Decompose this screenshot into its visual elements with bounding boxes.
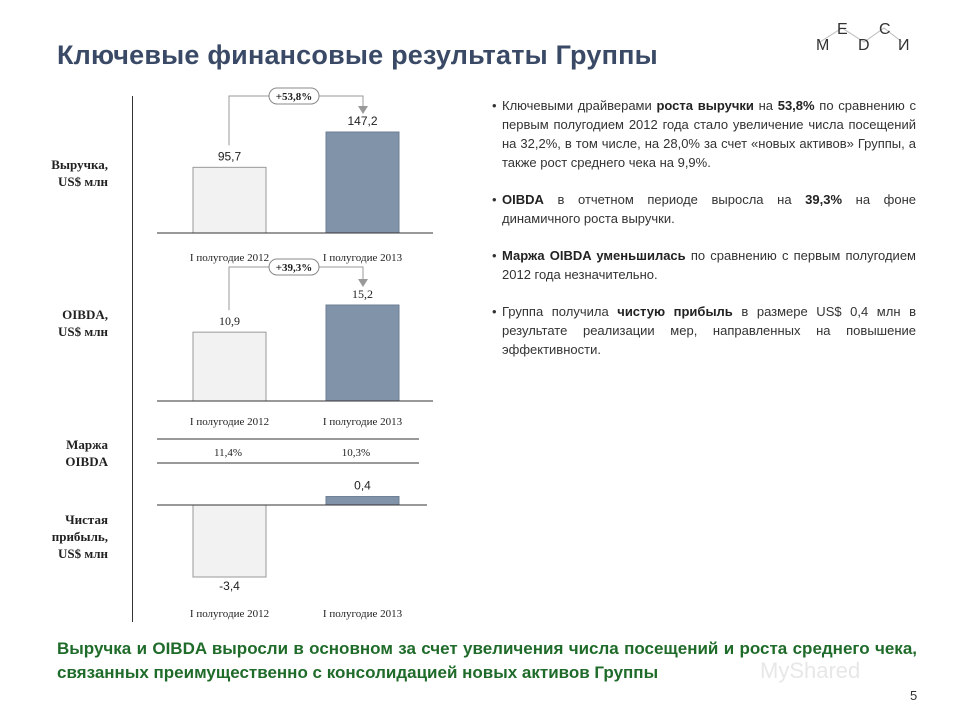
category-label: I полугодие 2013 [322,608,403,620]
margin-value: 11,4% [213,447,243,459]
bar-value-label: 10,9 [219,314,240,329]
bullet-text: на [753,98,778,113]
logo-letter: И [898,37,910,54]
bullet-text: по сравнению с первым полугодием 2012 года стало увеличение числа посещений на 32,2%, в том числе, на 28,0% за счет «новых активов» Группы, а также рост среднего чека на 9,9%. [502,98,916,170]
logo-letter: С [879,21,891,38]
bullet-marker: • [492,248,497,263]
financial-charts [0,0,480,640]
bullet-item [492,96,916,172]
bar [193,167,266,233]
logo-letter: Е [837,21,848,38]
growth-label: +53,8% [275,91,313,103]
bar-value-label: -3,4 [219,579,240,593]
page-number: 5 [910,688,918,703]
bullet-item [492,246,916,284]
growth-label: +39,3% [275,262,313,274]
bullet-item [492,302,916,359]
bullet-text: Группа получила [502,304,618,319]
bullet-marker: • [492,98,497,113]
revenue-row-label: Выручка, US$ млн [51,157,108,189]
bar-value-label: 147,2 [347,114,378,128]
bullet-emphasis: роста выручки [656,98,754,113]
category-label: I полугодие 2013 [322,416,403,428]
bullet-text: на фоне динамичного роста выручки. [502,192,917,226]
bullet-emphasis: 39,3% [805,192,843,207]
logo-letter: D [858,37,870,54]
category-label: I полугодие 2012 [189,252,270,264]
bar [193,332,266,401]
bullet-text: в размере US$ 0,4 млн в результате реализации мер, направленных на повышение эффективности. [502,304,916,357]
bar [326,132,399,233]
page-title: Ключевые финансовые результаты Группы [57,40,658,70]
category-label: I полугодие 2012 [189,608,270,620]
growth-arrowhead [358,279,368,287]
key-points-list [492,96,916,377]
bar-value-label: 15,2 [352,287,373,301]
net-income-row-label: Чистая прибыль, US$ млн [51,512,108,561]
bar [326,497,399,505]
category-label: I полугодие 2013 [322,252,403,264]
bullet-emphasis: Маржа OIBDA уменьшилась [502,248,686,263]
conclusion-text: Выручка и OIBDA выросли в основном за счет увеличения числа посещений и роста среднего чека, связанных преимущественно с консолидацией новых активов Группы [57,639,917,682]
bullet-text: в отчетном периоде выросла на [543,192,806,207]
oibda-row-label: OIBDA, US$ млн [57,307,108,339]
bullet-text: по сравнению с первым полугодием 2012 года незначительно. [502,248,916,282]
margin-value: 10,3% [341,447,371,459]
bullet-emphasis: OIBDA [502,192,544,207]
bullet-emphasis: 53,8% [777,98,815,113]
bullet-emphasis: чистую прибыль [617,304,733,319]
bullet-item [492,190,916,228]
bullet-marker: • [492,192,497,207]
bar [326,305,399,401]
category-label: I полугодие 2012 [189,416,270,428]
bar-value-label: 95,7 [217,149,242,164]
logo-letter: М [816,37,830,54]
watermark: MyShared [760,658,861,683]
margin-row-label: Маржа OIBDA [65,437,108,469]
growth-arrowhead [358,106,368,114]
bar-value-label: 0,4 [354,478,371,493]
bullet-marker: • [492,304,497,319]
company-logo [812,20,912,56]
bullet-text: Ключевыми драйверами [502,98,657,113]
bar [193,505,266,577]
